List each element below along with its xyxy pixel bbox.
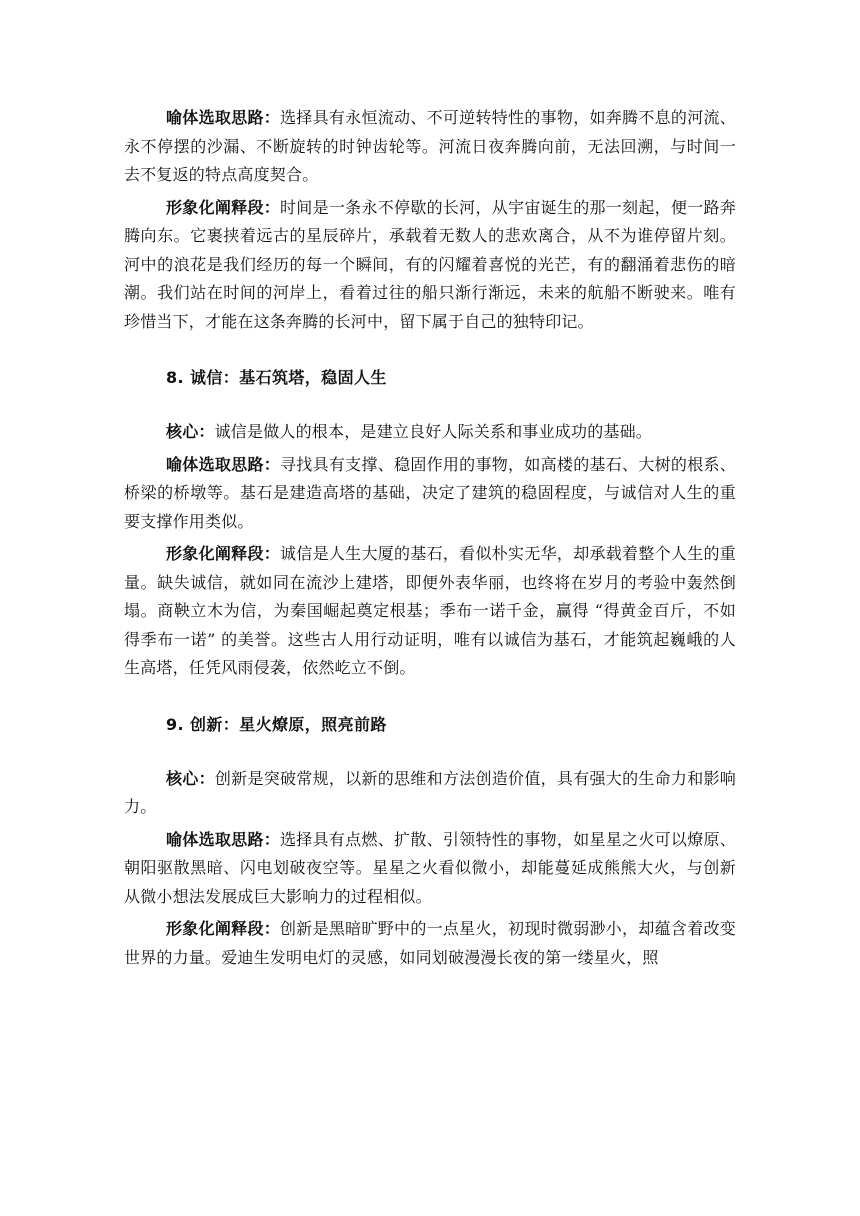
paragraph-label: 形象化阐释段： [166,919,281,938]
paragraph-label: 形象化阐释段： [166,197,281,217]
paragraph-text: 创新是黑暗旷野中的一点星火，初现时微弱渺小，却蕴含着改变世界的力量。爱迪生发明电灯的灵感，如同划破漫漫长夜的第一缕星火，照 [124,919,736,967]
paragraph-label: 形象化阐释段： [166,544,281,563]
paragraph-illustration [124,915,736,972]
paragraph-illustration [124,540,736,683]
paragraph-text: 寻找具有支撑、稳固作用的事物，如高楼的基石、大树的根系、桥梁的桥墩等。基石是建造高塔的基础，决定了建筑的稳固程度，与诚信对人生的重要支撑作用类似。 [124,454,736,531]
paragraph-label: 核心： [166,422,215,441]
document-page [124,104,736,976]
paragraph-text: 诚信是做人的根本，是建立良好人际关系和事业成功的基础。 [214,422,653,441]
paragraph-text: 创新是突破常规，以新的思维和方法创造价值，具有强大的生命力和影响力。 [124,768,736,816]
paragraph-metaphor-choice [124,451,736,537]
paragraph-metaphor-choice [124,826,736,912]
paragraph-text: 时间是一条永不停歇的长河，从宇宙诞生的那一刻起，便一路奔腾向东。它裹挟着远古的星辰碎片，承载着无数人的悲欢离合，从不为谁停留片刻。河中的浪花是我们经历的每一个瞬间，有的闪耀着喜悦的光芒，有的翻涌着悲伤的暗潮。我们站在时间的河岸上，看着过往的船只渐行渐远，未来的航船不断驶来。唯有珍惜当下，才能在这条奔腾的长河中，留下属于自己的独特印记。 [124,197,736,331]
paragraph-label: 核心： [166,768,215,788]
section-heading: 8. 诚信：基石筑塔，稳固人生 [166,368,387,387]
paragraph-core [124,418,736,447]
paragraph-text: 选择具有永恒流动、不可逆转特性的事物，如奔腾不息的河流、永不停摆的沙漏、不断旋转的时钟齿轮等。河流日夜奔腾向前，无法回溯，与时间一去不复返的特点高度契合。 [124,108,736,184]
paragraph-label: 喻体选取思路： [166,454,281,474]
paragraph-illustration [124,194,736,337]
section-heading: 9. 创新：星火燎原，照亮前路 [166,714,387,734]
paragraph-text: 选择具有点燃、扩散、引领特性的事物，如星星之火可以燎原、朝阳驱散黑暗、闪电划破夜空等。星星之火看似微小，却能蔓延成熊熊大火，与创新从微小想法发展成巨大影响力的过程相似。 [124,829,736,906]
paragraph-text: 诚信是人生大厦的基石，看似朴实无华，却承载着整个人生的重量。缺失诚信，就如同在流沙上建塔，即便外表华丽，也终将在岁月的考验中轰然倒塌。商鞅立木为信，为秦国崛起奠定根基；季布一诺千金，赢得 “得黄金百斤，不如得季布一诺” 的美誉。这些古人用行动证明，唯有以诚信为基石，才能筑起巍峨的人生高塔，任凭风雨侵袭，依然屹立不倒。 [124,544,736,677]
paragraph-label: 喻体选取思路： [166,108,281,127]
paragraph-label: 喻体选取思路： [166,829,281,849]
paragraph-core [124,765,736,822]
paragraph-metaphor-choice [124,104,736,190]
